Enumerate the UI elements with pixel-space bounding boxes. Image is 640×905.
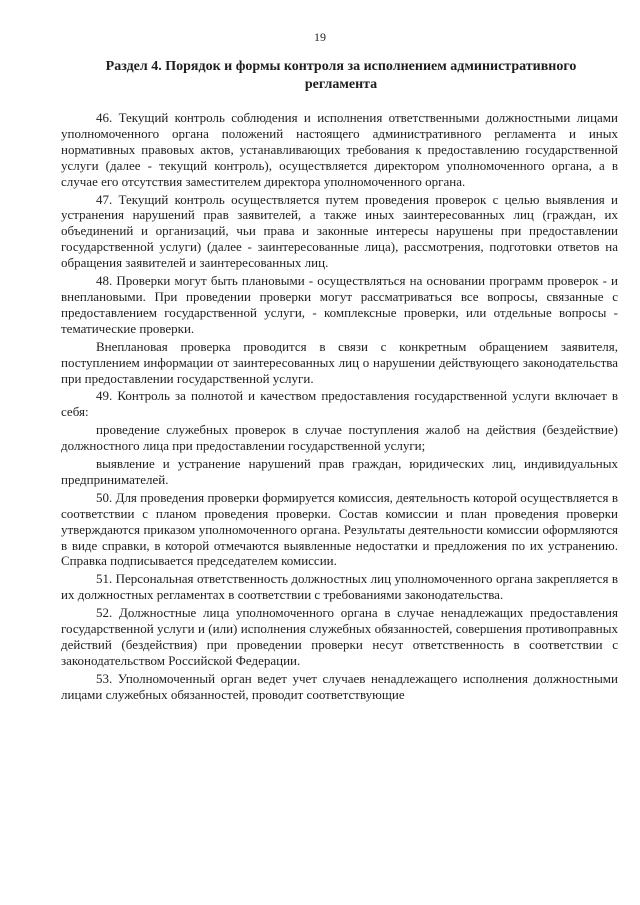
section-title: Раздел 4. Порядок и формы контроля за исполнением административного регламента	[105, 59, 577, 92]
paragraph-51: 51. Персональная ответственность должностных лиц уполномоченного органа закрепляется в их должностных регламентах в соответствии с требованиями законодательства.	[61, 571, 618, 603]
paragraph-49-item-2: выявление и устранение нарушений прав граждан, юридических лиц, индивидуальных предпринимателей.	[61, 456, 618, 487]
paragraph-unplanned-inspection: Внеплановая проверка проводится в связи с конкретным обращением заявителя, поступлением информации от заинтересованных лиц о нарушении действующего законодательства при предоставлении государственной услуги.	[61, 338, 618, 386]
paragraph-52: 52. Должностные лица уполномоченного органа в случае ненадлежащих предоставления государственной услуги и (или) исполнения служебных обязанностей, совершения противоправных действий (бездействия) при проведении проверки несут ответственность в соответствии с законодательством Российской Федерации.	[61, 605, 618, 668]
paragraph-49-item-1: проведение служебных проверок в случае поступления жалоб на действия (бездействие) должностного лица при предоставлении государственной услуги;	[61, 422, 618, 454]
paragraph-46: 46. Текущий контроль соблюдения и исполнения ответственными должностными лицами уполномоченного органа положений настоящего административного регламента и иных нормативных правовых актов, устанавливающих требования к предоставлению государственной услуги (далее - текущий контроль), осуществляется директором уполномоченного органа, а в случае его отсутствия заместителем директора уполномоченного органа.	[61, 110, 618, 189]
paragraph-48: 48. Проверки могут быть плановыми - осуществляться на основании программ проверок - и внеплановыми. При проведении проверки могут рассматриваться все вопросы, связанные с предоставлением государственной услуги, - комплексные проверки, или отдельные вопросы - тематические проверки.	[61, 273, 618, 336]
paragraph-49: 49. Контроль за полнотой и качеством предоставления государственной услуги включает в себя:	[61, 388, 618, 420]
document-body	[61, 110, 618, 705]
paragraph-50: 50. Для проведения проверки формируется комиссия, деятельность которой осуществляется в соответствии с планом проведения проверки. Состав комиссии и план проведения проверки утверждаются приказом уполномоченного органа. Результаты деятельности комиссии оформляются в виде справки, в которой отмечаются выявленные недостатки и предложения по их устранению. Справка подписывается председателем комиссии.	[61, 489, 618, 569]
page-number: 19	[314, 30, 326, 44]
paragraph-53: 53. Уполномоченный орган ведет учет случаев ненадлежащего исполнения должностными лицами служебных обязанностей, проводит соответствующие	[61, 670, 618, 702]
paragraph-47: 47. Текущий контроль осуществляется путем проведения проверок с целью выявления и устранения нарушений прав заявителей, а также иных заинтересованных лиц (граждан, их объединений и организаций, чьи права и законные интересы нарушены при предоставлении государственной услуги) (далее - заинтересованные лица), рассмотрения, подготовки ответов на обращения заявителей и заинтересованных лиц.	[61, 191, 618, 271]
